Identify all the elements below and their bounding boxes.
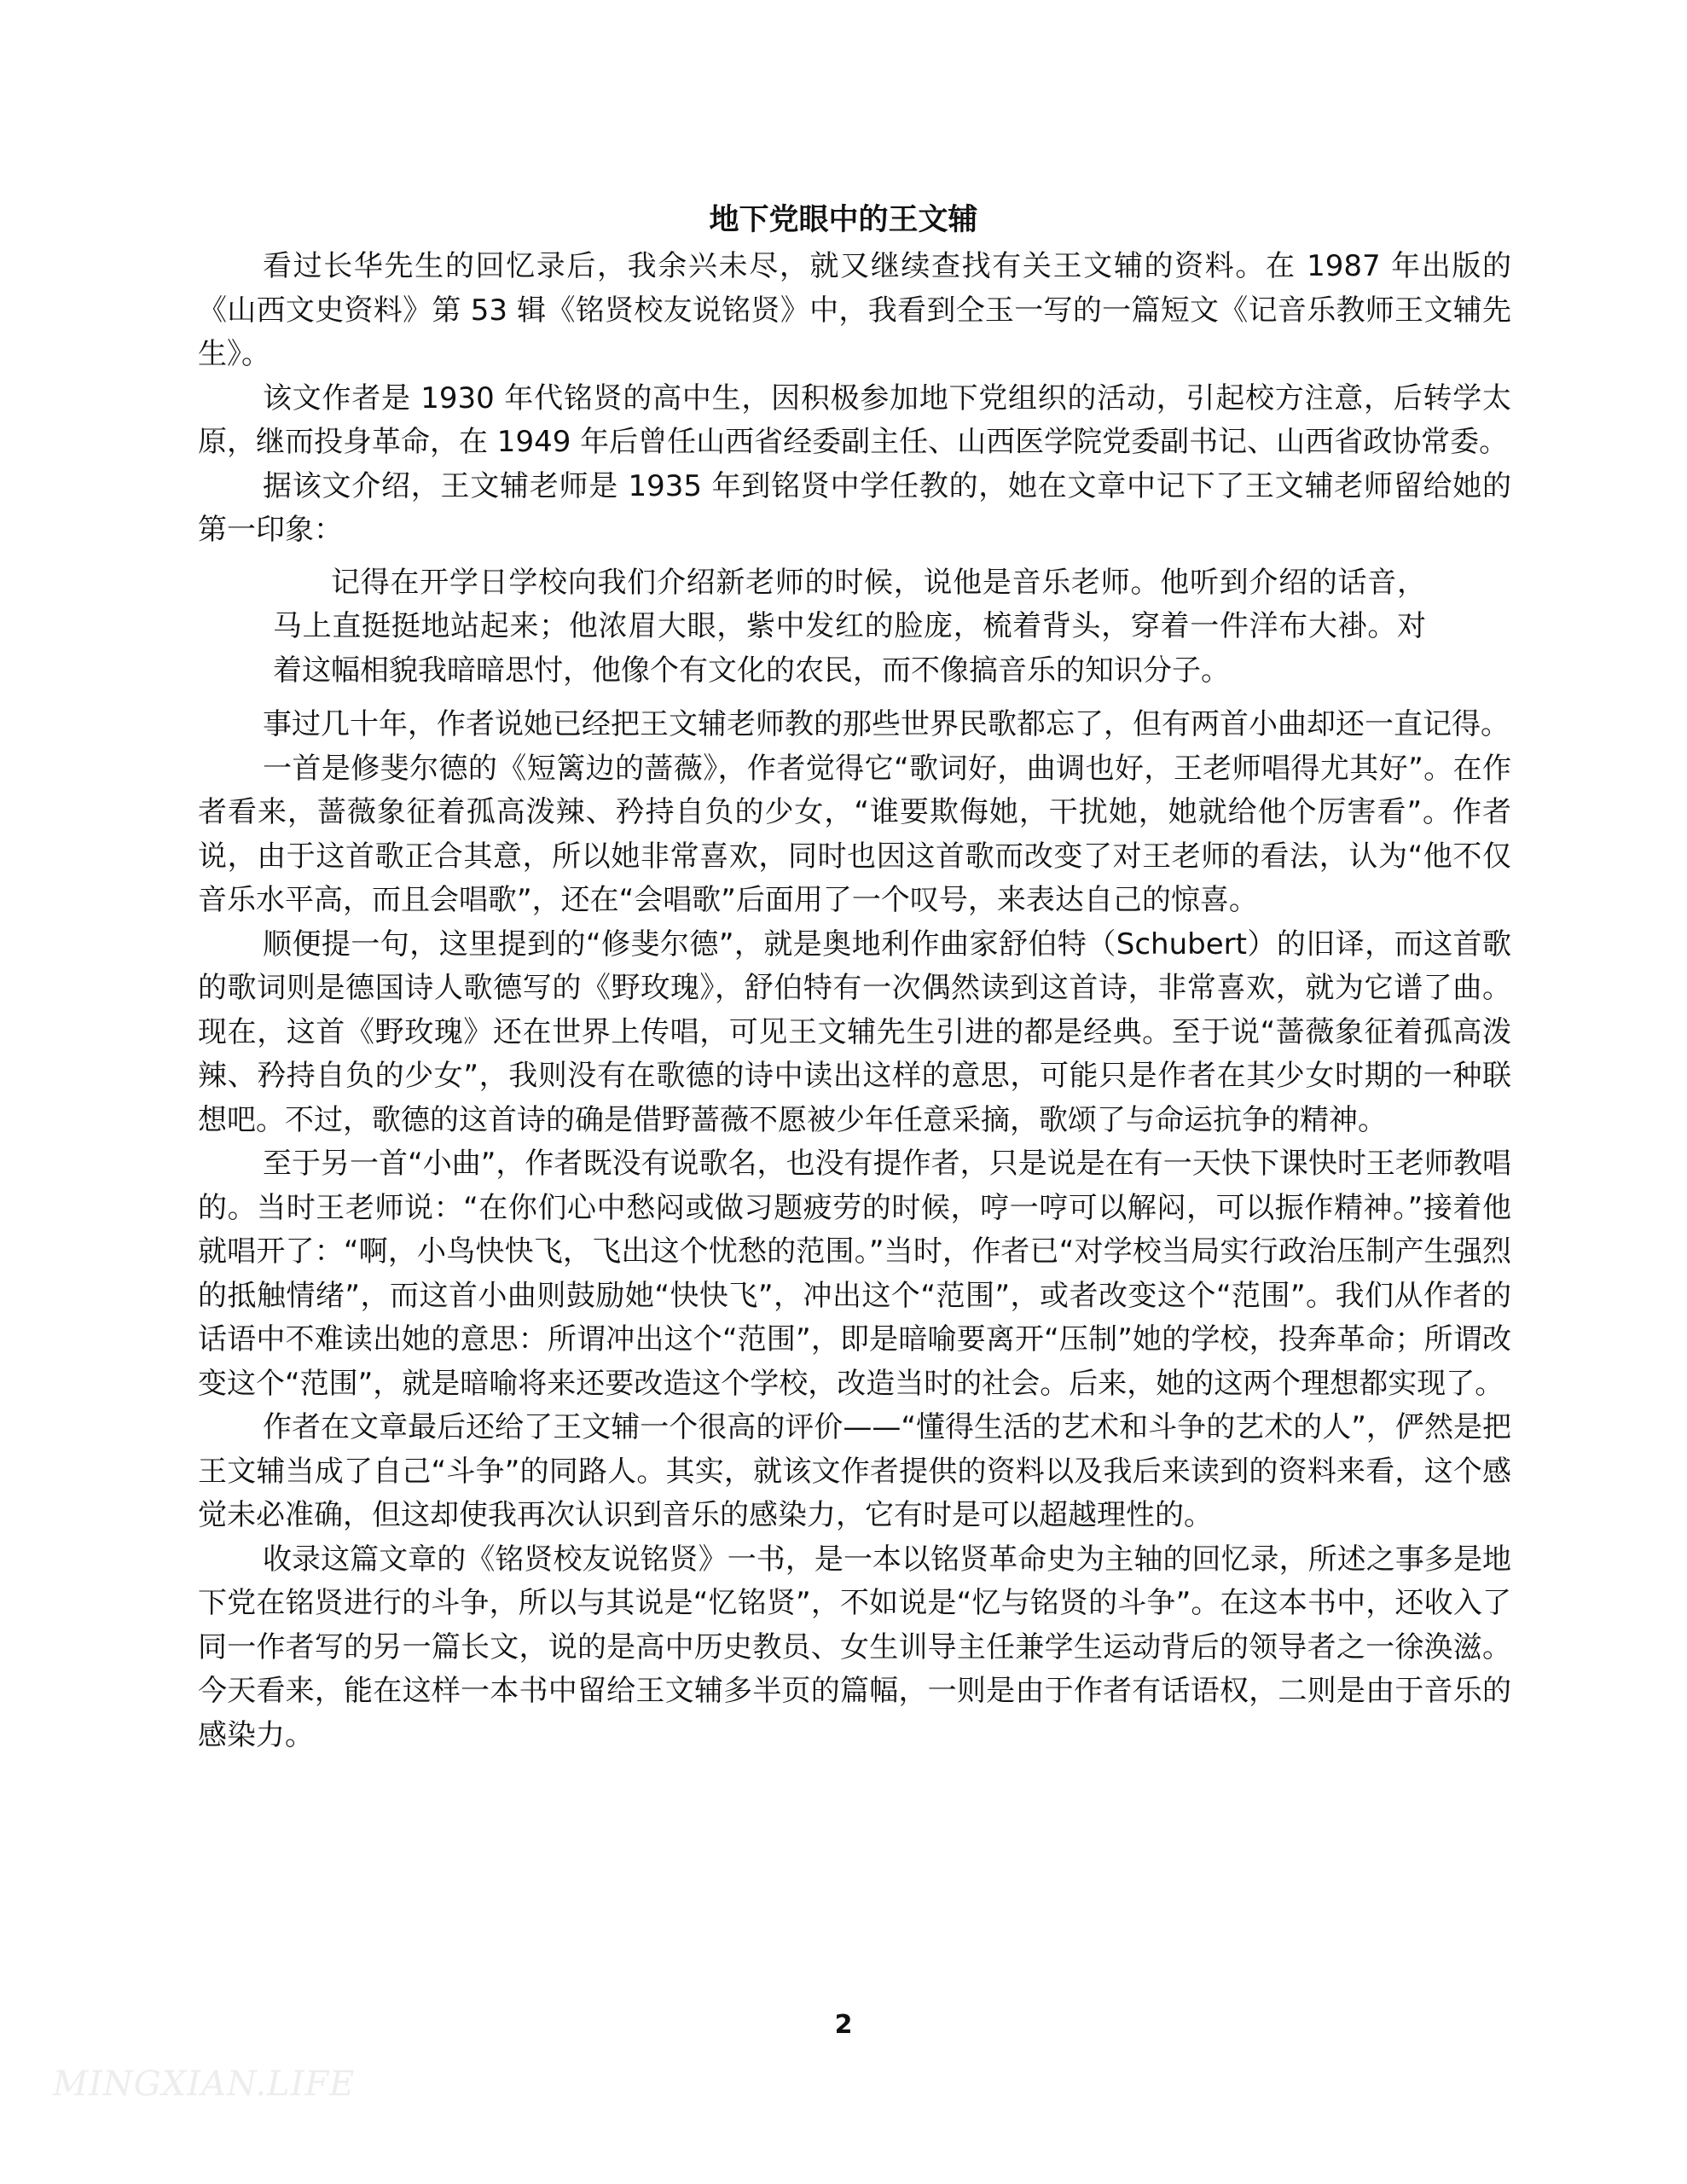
paragraph: 看过长华先生的回忆录后，我余兴未尽，就又继续查找有关王文辅的资料。在 1987 年出版的《山西文史资料》第 53 辑《铭贤校友说铭贤》中，我看到仝玉一写的一篇短文《记音乐教师王文辅先生》。: [198, 249, 1511, 371]
paragraph: 一首是修斐尔德的《短篱边的蔷薇》，作者觉得它“歌词好，曲调也好，王老师唱得尤其好”。在作者看来，蔷薇象征着孤高泼辣、矜持自负的少女，“谁要欺侮她，干扰她，她就给他个厉害看”。作者说，由于这首歌正合其意，所以她非常喜欢，同时也因这首歌而改变了对王老师的看法，认为“他不仅音乐水平高，而且会唱歌”，还在“会唱歌”后面用了一个叹号，来表达自己的惊喜。: [198, 751, 1511, 917]
page-number: 2: [834, 2010, 853, 2040]
paragraph: 收录这篇文章的《铭贤校友说铭贤》一书，是一本以铭贤革命史为主轴的回忆录，所述之事多是地下党在铭贤进行的斗争，所以与其说是“忆铭贤”，不如说是“忆与铭贤的斗争”。在这本书中，还收入了同一作者写的另一篇长文，说的是高中历史教员、女生训导主任兼学生运动背后的领导者之一徐涣滋。今天看来，能在这样一本书中留给王文辅多半页的篇幅，一则是由于作者有话语权，二则是由于音乐的感染力。: [198, 1542, 1511, 1752]
paragraph: 作者在文章最后还给了王文辅一个很高的评价——“懂得生活的艺术和斗争的艺术的人”，俨然是把王文辅当成了自己“斗争”的同路人。其实，就该文作者提供的资料以及我后来读到的资料来看，这个感觉未必准确，但这却使我再次认识到音乐的感染力，它有时是可以超越理性的。: [198, 1410, 1511, 1532]
quote-text: 记得在开学日学校向我们介绍新老师的时候，说他是音乐老师。他听到介绍的话音，马上直挺挺地站起来；他浓眉大眼，紫中发红的脸庞，梳着背头，穿着一件洋布大褂。对着这幅相貌我暗暗思忖，他像个有文化的农民，而不像搞音乐的知识分子。: [273, 565, 1426, 688]
block-quote: [198, 561, 1511, 694]
article-body: [198, 245, 1511, 1757]
paragraph: 至于另一首“小曲”，作者既没有说歌名，也没有提作者，只是说是在有一天快下课快时王老师教唱的。当时王老师说：“在你们心中愁闷或做习题疲劳的时候，哼一哼可以解闷，可以振作精神。”接着他就唱开了：“啊，小鸟快快飞，飞出这个忧愁的范围。”当时，作者已“对学校当局实行政治压制产生强烈的抵触情绪”，而这首小曲则鼓励她“快快飞”，冲出这个“范围”，或者改变这个“范围”。我们从作者的话语中不难读出她的意思：所谓冲出这个“范围”，即是暗喻要离开“压制”她的学校，投奔革命；所谓改变这个“范围”，就是暗喻将来还要改造这个学校，改造当时的社会。后来，她的这两个理想都实现了。: [198, 1147, 1511, 1401]
article-title: 地下党眼中的王文辅: [709, 203, 978, 237]
paragraph: 据该文介绍，王文辅老师是 1935 年到铭贤中学任教的，她在文章中记下了王文辅老师留给她的第一印象：: [198, 468, 1511, 547]
paragraph: 事过几十年，作者说她已经把王文辅老师教的那些世界民歌都忘了，但有两首小曲却还一直记得。: [263, 707, 1510, 741]
paragraph: 顺便提一句，这里提到的“修斐尔德”，就是奥地利作曲家舒伯特（Schubert）的旧译，而这首歌的歌词则是德国诗人歌德写的《野玫瑰》，舒伯特有一次偶然读到这首诗，非常喜欢，就为它谱了曲。现在，这首《野玫瑰》还在世界上传唱，可见王文辅先生引进的都是经典。至于说“蔷薇象征着孤高泼辣、矜持自负的少女”，我则没有在歌德的诗中读出这样的意思，可能只是作者在其少女时期的一种联想吧。不过，歌德的这首诗的确是借野蔷薇不愿被少年任意采摘，歌颂了与命运抗争的精神。: [198, 926, 1511, 1137]
paragraph: 该文作者是 1930 年代铭贤的高中生，因积极参加地下党组织的活动，引起校方注意，后转学太原，继而投身革命，在 1949 年后曾任山西省经委副主任、山西医学院党委副书记、山西省政协常委。: [198, 380, 1511, 459]
watermark: MINGXIAN.LIFE: [53, 2065, 356, 2104]
